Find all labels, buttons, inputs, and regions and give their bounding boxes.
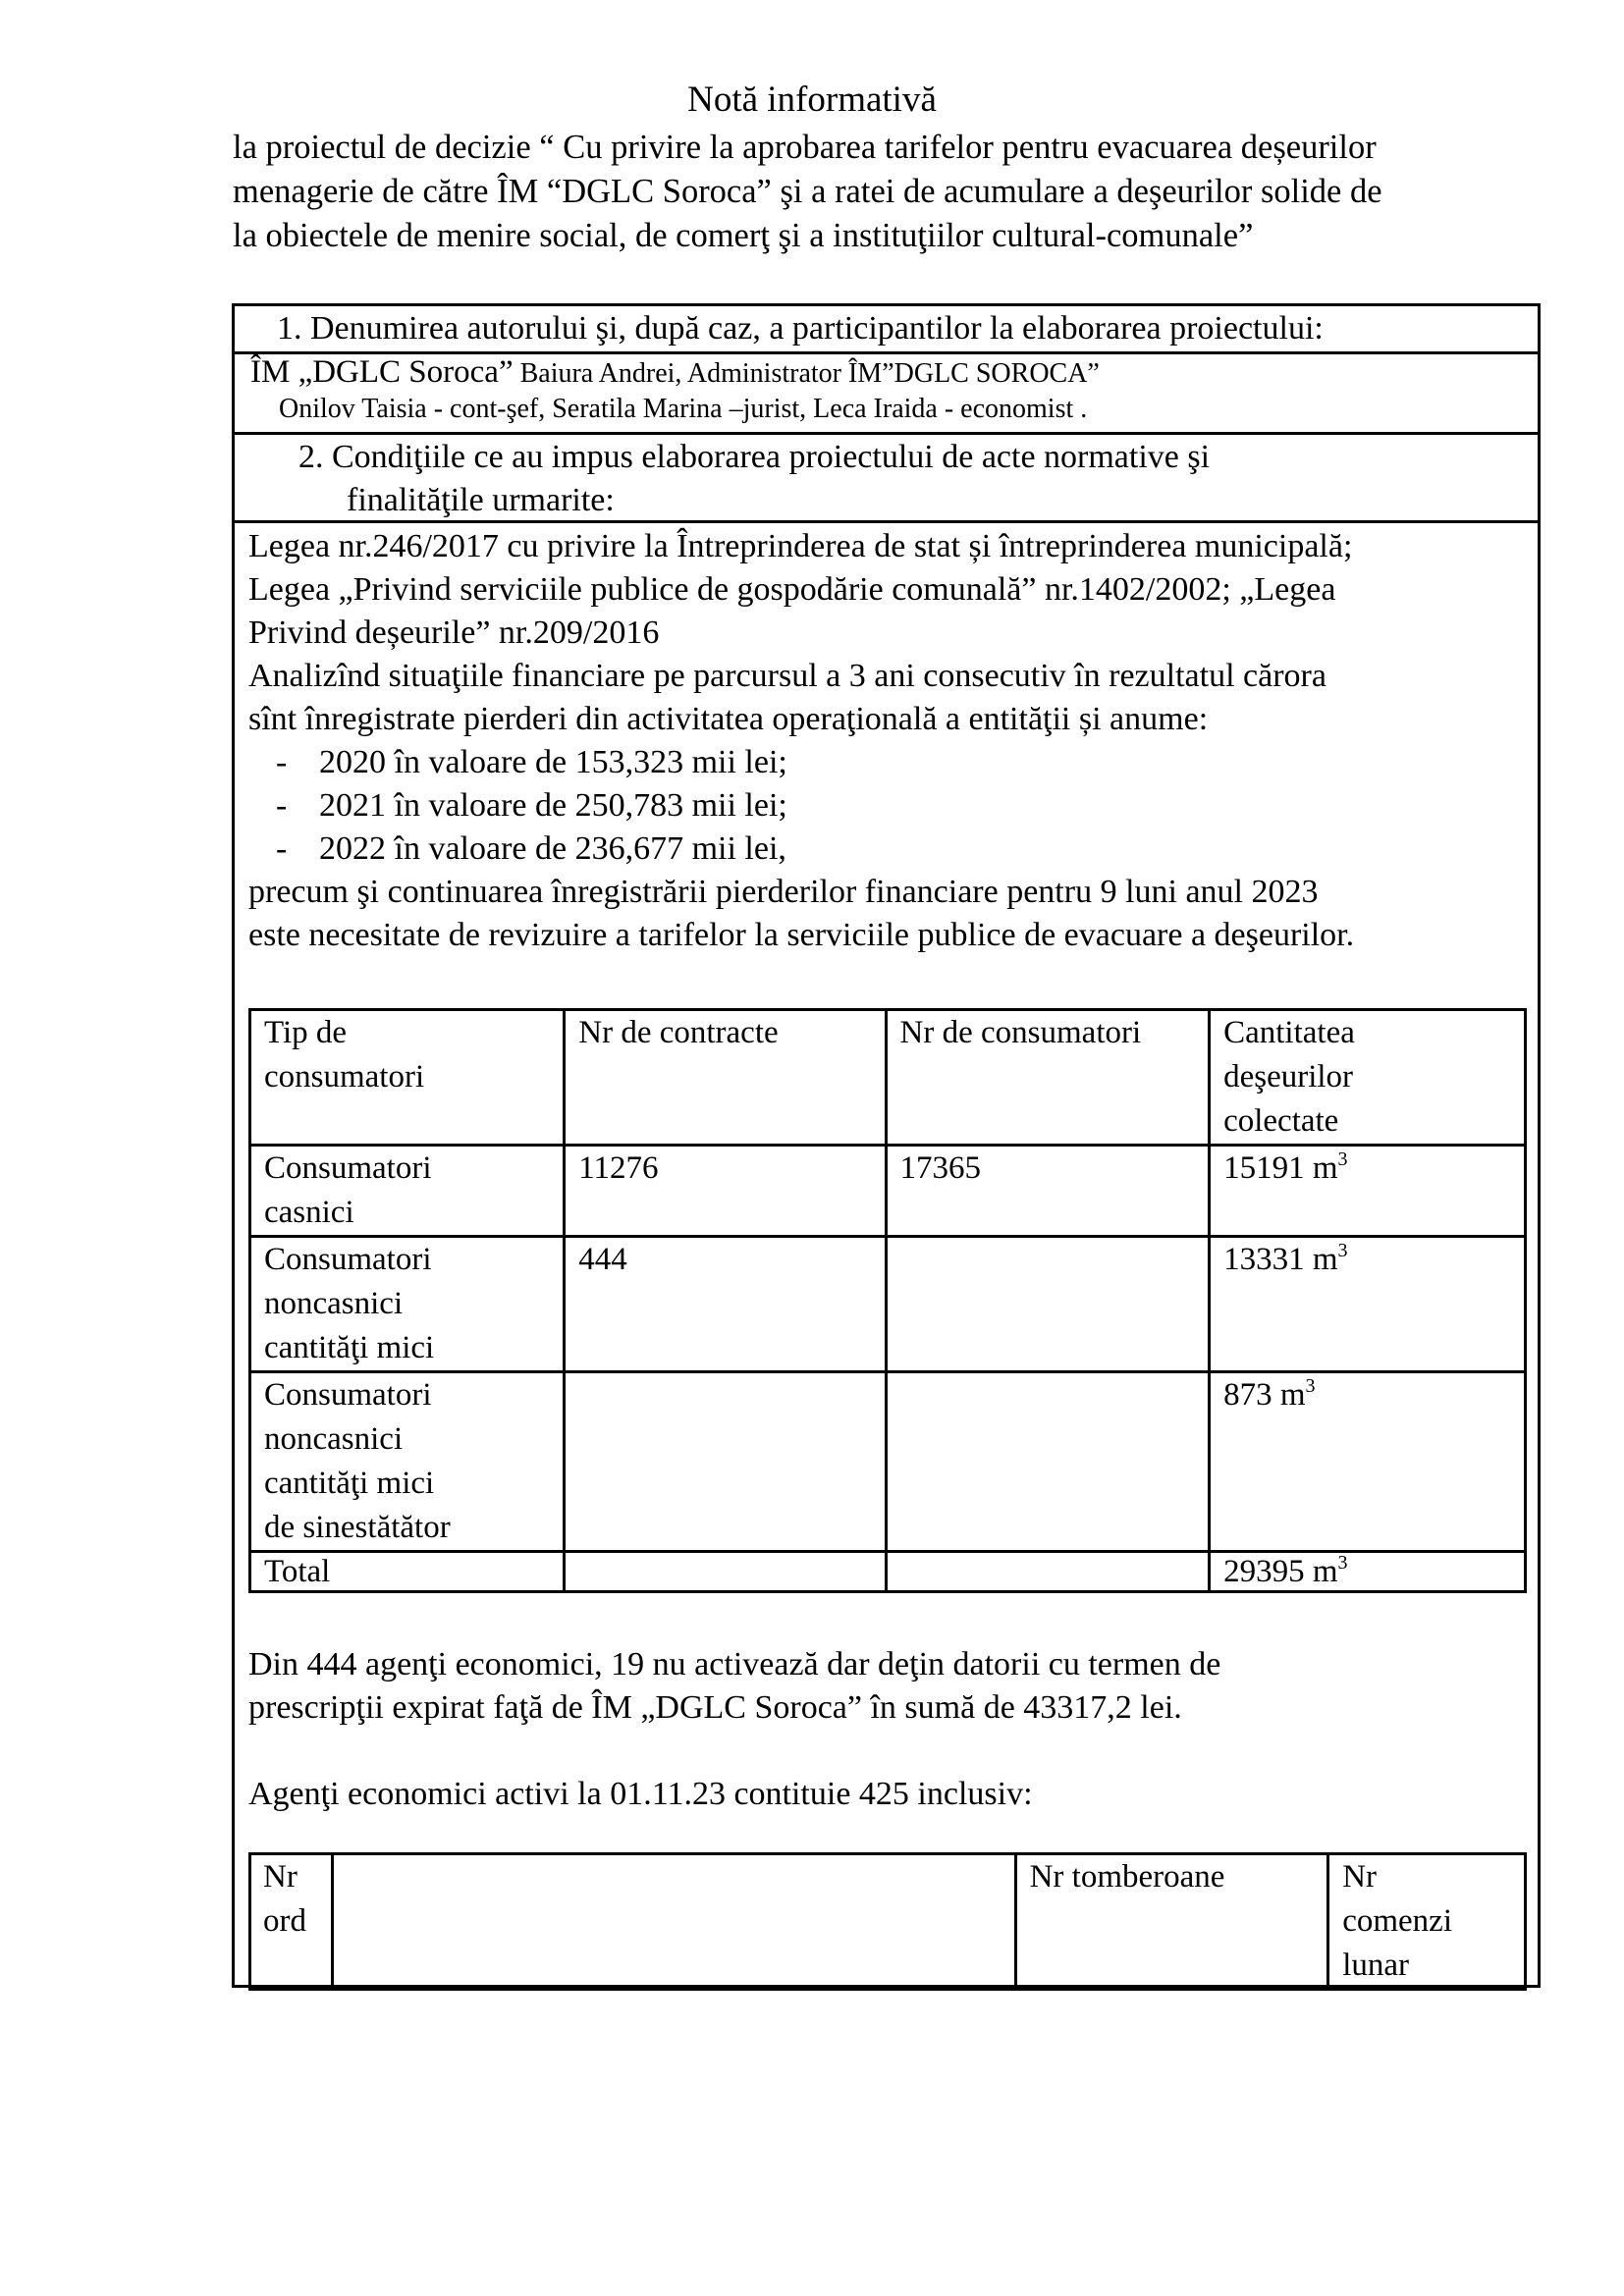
header-text: Nr: [1342, 1859, 1378, 1895]
header-cell: [332, 1854, 1015, 1990]
contracts-cell: 11276: [565, 1146, 886, 1237]
consumers-cell: [886, 1372, 1210, 1552]
law-line: Privind deșeurile” nr.209/2016: [248, 614, 660, 651]
quantity-cell: [1210, 1146, 1526, 1237]
header-text: consumatori: [264, 1059, 425, 1095]
authors-admin: Baiura Andrei, Administrator ÎM”DGLC SOROCA”: [513, 358, 1100, 389]
cell-text: casnici: [264, 1195, 354, 1230]
header-text: comenzi: [1342, 1903, 1452, 1939]
type-cell: [250, 1237, 565, 1372]
law-line: Legea „Privind serviciile publice de gospodărie comunală” nr.1402/2002; „Legea: [248, 571, 1336, 608]
unit-superscript: 3: [1337, 1240, 1348, 1261]
cell-text: cantităţi mici: [264, 1466, 435, 1501]
loss-bullet: -: [276, 744, 288, 780]
header-text: Nr: [263, 1859, 298, 1895]
unit-superscript: 3: [1305, 1375, 1316, 1397]
cell-text: de sinestătător: [264, 1510, 451, 1545]
header-cell: [1015, 1854, 1328, 1990]
debts-line: prescripţii expirat faţă de ÎM „DGLC Soroca” în sumă de 43317,2 lei.: [248, 1689, 1182, 1726]
header-cell: [1210, 1010, 1526, 1146]
table-total-row: [250, 1552, 1526, 1592]
loss-bullet: -: [276, 830, 288, 867]
quantity-cell: [1210, 1237, 1526, 1372]
contracts-cell: [565, 1552, 886, 1592]
header-text: Nr tomberoane: [1029, 1859, 1225, 1895]
authors-line1: [250, 351, 1100, 395]
type-cell: [250, 1372, 565, 1552]
type-cell: [250, 1552, 565, 1592]
header-text: Nr de consumatori: [899, 1015, 1142, 1050]
cell-text: cantităţi mici: [264, 1330, 435, 1365]
header-cell: [250, 1010, 565, 1146]
quantity-cell: [1210, 1552, 1526, 1592]
quantity-cell: [1210, 1372, 1526, 1552]
cell-text: Consumatori: [264, 1242, 432, 1277]
section1-heading: 1. Denumirea autorului şi, după caz, a participantilor la elaborarea proiectului:: [277, 310, 1324, 347]
header-text: Tip de: [264, 1015, 348, 1050]
analysis-line: sînt înregistrate pierderi din activitatea operaţională a entităţii și anume:: [248, 701, 1209, 737]
quantity-value: 13331: [1223, 1242, 1305, 1277]
subtitle-line: la obiectele de menire social, de comerţ şi a instituţiilor cultural-comunale”: [233, 217, 1254, 254]
active-agents-text: Agenţi economici activi la 01.11.23 contituie 425 inclusiv:: [248, 1776, 1033, 1812]
subtitle-line: la proiectul de decizie “ Cu privire la aprobarea tarifelor pentru evacuarea deșeurilor: [233, 129, 1377, 166]
header-text: deşeurilor: [1223, 1059, 1354, 1095]
divider: [235, 520, 1538, 523]
info-frame: [232, 303, 1541, 1988]
header-text: Nr de contracte: [578, 1015, 779, 1050]
unit: m: [1312, 1554, 1338, 1589]
authors-org: ÎM „DGLC Soroca”: [250, 354, 514, 390]
document-subtitle: [233, 126, 1568, 258]
consumers-cell: [886, 1237, 1210, 1372]
loss-item-2020: 2020 în valoare de 153,323 mii lei;: [319, 744, 787, 780]
loss-item-2022: 2022 în valoare de 236,677 mii lei,: [319, 830, 786, 867]
header-text: ord: [263, 1903, 306, 1939]
cell-text: noncasnici: [264, 1286, 404, 1321]
quantity-value: 29395: [1223, 1554, 1305, 1589]
consumers-table: [248, 1008, 1527, 1593]
header-cell: [250, 1854, 333, 1990]
table-row: [250, 1237, 1526, 1372]
conclusion-line: este necesitate de revizuire a tarifelor la serviciile publice de evacuare a deşeurilor.: [248, 917, 1355, 953]
header-cell: [565, 1010, 886, 1146]
header-text: colectate: [1223, 1103, 1339, 1139]
unit: m: [1279, 1377, 1306, 1413]
type-cell: [250, 1146, 565, 1237]
consumers-cell: 17365: [886, 1146, 1210, 1237]
cell-text: Consumatori: [264, 1377, 432, 1413]
section2-heading-line2: finalităţile urmarite:: [347, 482, 615, 518]
quantity-value: 873: [1223, 1377, 1272, 1413]
quantity-value: 15191: [1223, 1150, 1305, 1186]
section2-heading-line1: 2. Condiţiile ce au impus elaborarea proiectului de acte normative şi: [298, 439, 1211, 475]
subtitle-line: menagerie de către ÎM “DGLC Soroca” şi a ratei de acumulare a deşeurilor solide de: [233, 173, 1382, 210]
unit-superscript: 3: [1337, 1552, 1348, 1574]
debts-line: Din 444 agenţi economici, 19 nu activează dar deţin datorii cu termen de: [248, 1646, 1221, 1682]
cell-text: Consumatori: [264, 1150, 432, 1186]
table-row: [250, 1372, 1526, 1552]
table-header-row: [250, 1010, 1526, 1146]
header-text: lunar: [1342, 1948, 1410, 1983]
authors-line2: Onilov Taisia - cont-şef, Seratila Marina –jurist, Leca Iraida - economist .: [279, 394, 1088, 424]
analysis-line: Analizînd situaţiile financiare pe parcursul a 3 ani consecutiv în rezultatul cărora: [248, 658, 1326, 694]
unit-superscript: 3: [1337, 1148, 1348, 1170]
header-cell: [1328, 1854, 1526, 1990]
unit: m: [1312, 1242, 1338, 1277]
contracts-cell: 444: [565, 1237, 886, 1372]
loss-item-2021: 2021 în valoare de 250,783 mii lei;: [319, 787, 787, 824]
header-text: Cantitatea: [1223, 1015, 1355, 1050]
consumers-cell: [886, 1552, 1210, 1592]
unit: m: [1312, 1150, 1338, 1186]
cell-text: noncasnici: [264, 1421, 404, 1457]
table-header-row: [250, 1854, 1526, 1990]
header-cell: [886, 1010, 1210, 1146]
agents-table: [248, 1852, 1527, 1991]
law-line: Legea nr.246/2017 cu privire la Întreprinderea de stat și întreprinderea municipală;: [248, 528, 1353, 564]
cell-text: Total: [264, 1554, 331, 1589]
document-title: Notă informativă: [687, 80, 937, 120]
contracts-cell: [565, 1372, 886, 1552]
loss-bullet: -: [276, 787, 288, 824]
conclusion-line: precum şi continuarea înregistrării pierderilor financiare pentru 9 luni anul 2023: [248, 874, 1319, 910]
table-row: [250, 1146, 1526, 1237]
